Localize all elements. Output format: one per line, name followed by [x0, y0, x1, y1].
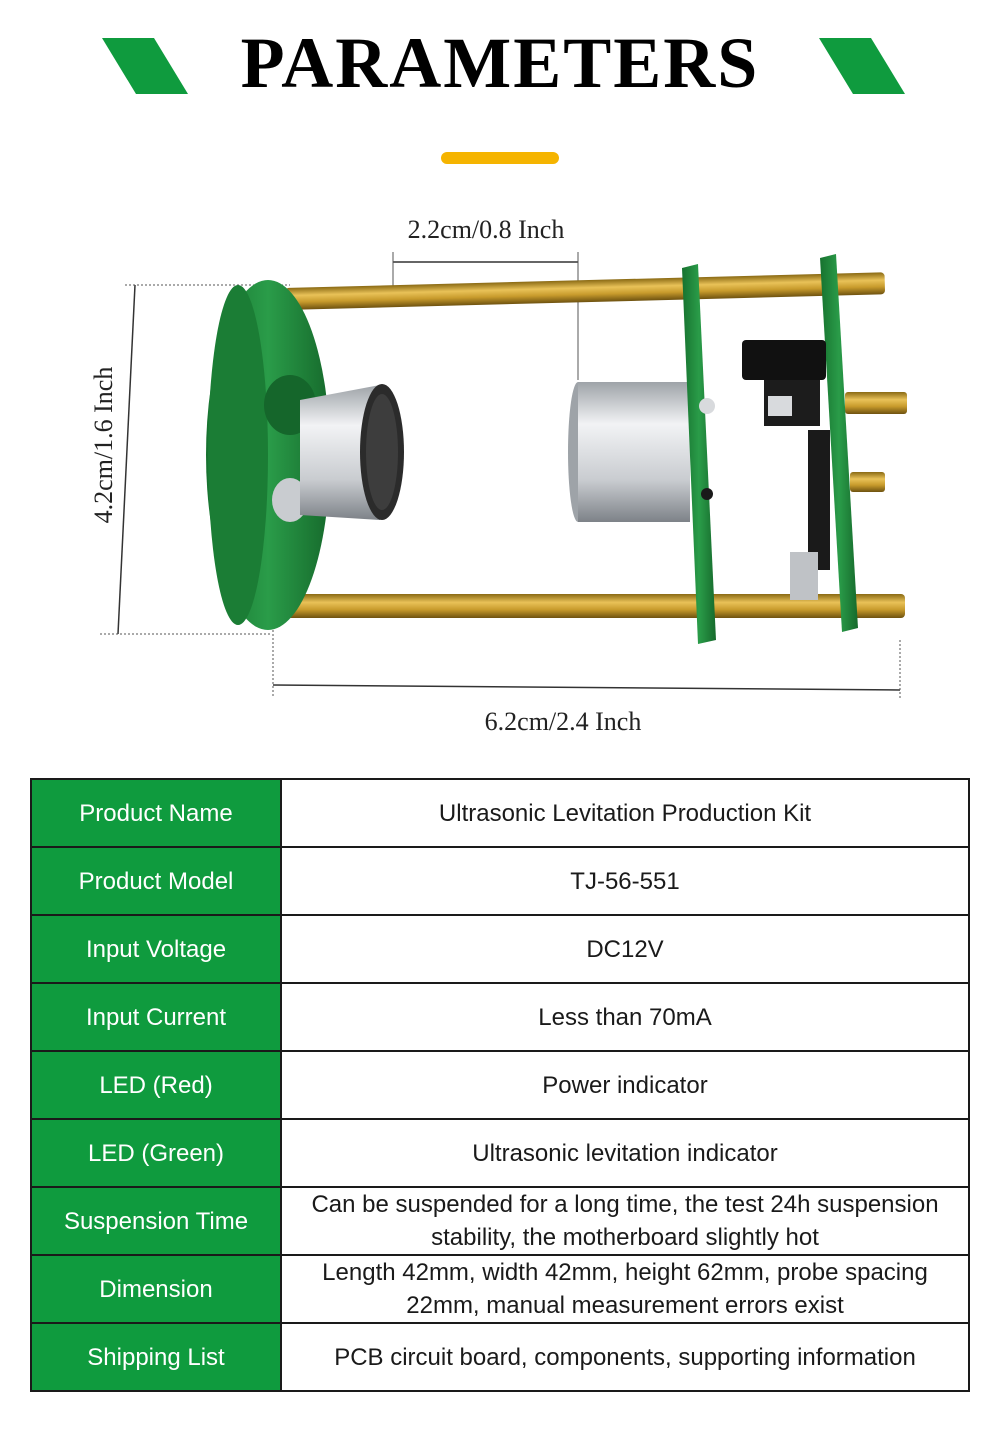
spec-label: Input Voltage	[31, 915, 281, 983]
spec-row	[31, 983, 969, 1051]
page-title: PARAMETERS	[240, 23, 760, 103]
spec-row	[31, 1187, 969, 1255]
spec-label: LED (Green)	[31, 1119, 281, 1187]
spec-row	[31, 1323, 969, 1391]
spec-value: PCB circuit board, components, supporting information	[281, 1323, 969, 1391]
spec-value: Ultrasonic levitation indicator	[281, 1119, 969, 1187]
spec-label: Product Name	[31, 779, 281, 847]
spec-row	[31, 915, 969, 983]
spec-label: Product Model	[31, 847, 281, 915]
spec-label: Suspension Time	[31, 1187, 281, 1255]
control-pcb-board	[742, 254, 858, 632]
width-label: 4.2cm/1.6 Inch	[89, 366, 118, 524]
spec-label: Shipping List	[31, 1323, 281, 1391]
accent-bar	[441, 152, 559, 164]
right-ultrasonic-transducer	[568, 382, 690, 522]
probe-spacing-label: 2.2cm/0.8 Inch	[407, 215, 565, 244]
spec-label: Dimension	[31, 1255, 281, 1323]
spec-value: Power indicator	[281, 1051, 969, 1119]
header	[0, 0, 1000, 180]
spec-value: TJ-56-551	[281, 847, 969, 915]
dimension-length	[273, 630, 900, 736]
spec-row	[31, 1255, 969, 1323]
left-ultrasonic-transducer	[300, 384, 404, 520]
specs-table	[30, 778, 970, 1392]
right-slant-decoration	[815, 38, 905, 94]
spec-value: Can be suspended for a long time, the test 24h suspension stability, the motherboard slightly hot	[281, 1187, 969, 1255]
spec-value: DC12V	[281, 915, 969, 983]
spec-value: Length 42mm, width 42mm, height 62mm, probe spacing 22mm, manual measurement errors exist	[281, 1255, 969, 1323]
spec-row	[31, 1119, 969, 1187]
length-label: 6.2cm/2.4 Inch	[484, 707, 642, 736]
spec-row	[31, 1051, 969, 1119]
spec-label: Input Current	[31, 983, 281, 1051]
spec-value: Ultrasonic Levitation Production Kit	[281, 779, 969, 847]
product-image	[0, 200, 1000, 760]
spec-row	[31, 779, 969, 847]
spec-label: LED (Red)	[31, 1051, 281, 1119]
spec-value: Less than 70mA	[281, 983, 969, 1051]
spec-row	[31, 847, 969, 915]
